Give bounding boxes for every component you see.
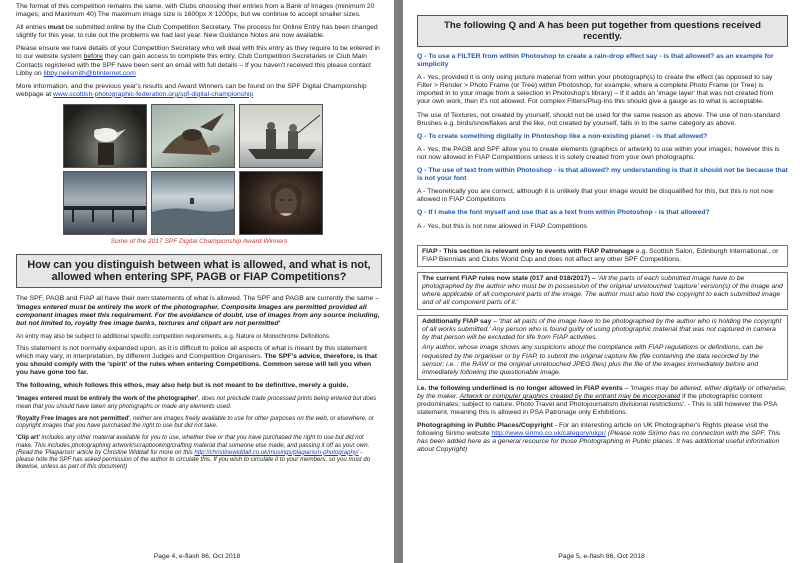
guide-item-2-text: , neither are images freely available to use for other purposes on the web, or elsewhere, or copyright images that you have purchased the right to use but did not take. [16, 414, 374, 430]
guide-item-1 [16, 395, 382, 409]
photo-misty-sea [151, 171, 235, 235]
question-1: Q - To use a FILTER from within Photoshop to create a rain-drop effect say - is that allowed? as an example for simplicity [417, 53, 774, 69]
fiap-rules-quote: 'All the parts of each submitted image have to be photographed by the author who must be in possession of the original unretouched 'capture' version(s) of the image and where applicable of all component parts of the image. The author must also hold the copyright to each submitted image and of all component parts of it.' [422, 274, 783, 307]
rules-paragraph-2: An entry may also be subject to additional specific competition requirements, e.g. Nature or Monochrome Definitions. [16, 332, 331, 340]
qa-heading: The following Q and A has been put together from questions received recently. [417, 15, 788, 47]
award-photo-grid [63, 104, 382, 235]
left-page-footer: Page 4, e-flash 86, Oct 2018 [153, 553, 241, 560]
intro-text-1: The format of this competition remains the same, with Clubs choosing their entries from a Bank of Images (minimum 20 images; and Maximum 40) The maximum image size is 1600px X 1200px, but we continue to accept smaller sizes. [16, 3, 375, 19]
public-places-paragraph [417, 422, 788, 454]
answer-3: A - Theoretically you are correct, although it is unlikely that your image would be disqualified for this, but this is not now allowed in FIAP Competitions [417, 188, 774, 204]
rules-paragraph-4 [16, 382, 382, 390]
photo-caption: Some of the 2017 SPF Digital Championship Award Winners [110, 237, 288, 245]
intro-paragraph-2 [16, 24, 382, 40]
right-page-content [417, 3, 788, 460]
answer-2: A - Yes, the PAGB and SPF allow you to create elements (graphics or artwork) to use within your images; however this is not now allowed in FIAP Competitions unless it is solely created from your own photographs. [417, 145, 780, 161]
rules-paragraph-1 [16, 295, 382, 327]
left-page [0, 0, 394, 563]
guide-item-3-note: - please note the SPF has asked permission of the author to circulate this. If you wish to circulate it to your members, so you must do likewise, unless as part of this document) [16, 448, 371, 471]
intro-text-3b: they can gain access to complete this entry. Club Competition Secretaries or Club Main Contacts registered with the SPF have been sent an email with full details – If you haven't received this please contact Libby on [16, 53, 371, 77]
right-page [403, 0, 800, 563]
fiap-intro-title: FIAP - This section is relevant only to events with FIAP Patronage [422, 247, 635, 255]
fiap-artwork-underlined: Artwork or computer graphics created by the entrant may be incorporated [459, 392, 681, 400]
plagiarism-article-link[interactable]: http://christinewiddall.co.uk/musings/plagiarism-photography/ [194, 448, 359, 456]
question-2: Q - To create something digitally in Photoshop like a non-existing planet - is that allowed? [417, 132, 708, 140]
photo-fishermen-boat [239, 104, 323, 168]
fiap-no-longer-allowed [417, 385, 788, 417]
intro-paragraph-3 [16, 45, 382, 77]
fiap-rules [422, 275, 783, 307]
guide-item-1-title: 'Images entered must be entirely the work of the photographer' [16, 395, 199, 403]
allowed-heading: How can you distinguish between what is allowed, and what is not, allowed when entering SPF, PAGB or FIAP Competitions? [16, 254, 382, 288]
fiap-section [417, 245, 788, 267]
right-page-footer: Page 5, e-flash 86, Oct 2018 [558, 553, 645, 560]
guide-item-3 [16, 434, 382, 470]
question-4: Q - If I make the font myself and use that as a text from within Photoshop - is that allowed? [417, 209, 710, 217]
libby-email-link[interactable]: libby.neilsmith@btinternet.com [43, 69, 136, 77]
guide-intro: The following, which follows this ethos, may also help but is not meant to be definitive, merely a guide. [16, 382, 349, 390]
sirimo-link[interactable]: http://www.sirimo.co.uk/category/ukpr/ [491, 430, 606, 438]
fiap-no-longer-title: i.e. the following underlined is no longer allowed in FIAP events [417, 384, 623, 392]
guide-item-2-title: 'Royalty Free Images are not permitted' [16, 414, 130, 422]
fiap-rules-box [417, 272, 788, 310]
spf-pagb-rule-quote: 'Images entered must be entirely the work of the photographer. Composite Images are permitted provided all component images meet this requirement. For the avoidance of doubt, use of images from any source including, but not limited to, royalty free image banks, textures and clipart are not permitted' [16, 303, 380, 327]
fiap-intro-text: e.g. Scottish Salon, Edinburgh International.. or FIAP Biennials and Clubs World Cup and does not affect any other SPF Competitions. [422, 247, 779, 263]
photo-pier-dusk [63, 171, 147, 235]
page-gutter [394, 0, 403, 563]
guide-item-2 [16, 415, 382, 429]
answer-1-continued: The use of Textures, not created by yourself, should not be used for the same reason as above. The use of non-standard Brushes e.g. birds/snowflakes and the like, not created by yourself, falls in to the same category as above. [417, 111, 780, 127]
fiap-author-request [422, 344, 783, 376]
rules-paragraph-3 [16, 345, 382, 377]
guide-item-3-text: includes any other material available for you to use, whether free or that you have purchased the right to use but did not make. This includes photographing artwork/scrapbooking/crafting material that someone else made, and passing it off as your own. (Read the 'Plagiarism' article by Christine Widdall for more on this [16, 434, 370, 456]
answer-1: A - Yes, provided it is only using picture material from within your photograph(s) to create the effect (as opposed to say Filter > Render > Photo Frame (or Tree) within Photoshop, for example, where a complete Photo Frame (or Tree) is imported in to your image from a selection in Photoshop's library) – If it adds an 'image layer' that was not created from your own work, then it's not allowed. For complex Filters/Plug-Ins this should give a gauge as to what is acceptable. [417, 74, 774, 106]
public-places-title: Photographing in Public Places/Copyright [417, 422, 553, 430]
photo-birds-feeding [151, 104, 235, 168]
fiap-additional-box [417, 315, 788, 380]
intro-text-2a: All entries [16, 24, 48, 32]
fiap-additional-title: Additionally FIAP say [422, 318, 492, 326]
intro-paragraph-1 [16, 3, 382, 19]
fiap-psa-note: if the photographic content predominates; subject to nature, Photo Travel and Photojournalism divisional restrictions'. - This is still however the PSA statement, meaning this is allowed in PSA Patronage only Exhibitions. [417, 392, 778, 417]
left-page-content [16, 3, 382, 475]
intro-text-2c: be submitted online by the Club Competition Secretary. The process for Online Entry has been changed slightly for this year, to rule out the problems we had last year. New Guidance Notes are now available. [16, 24, 378, 40]
intro-must: must [47, 24, 64, 32]
sirimo-note: (Please note Sirimo has no connection with the SPF. This has been added here as a general resource for those Photographing in Public places. It has additional useful information about Copyright) [417, 430, 781, 454]
fiap-rules-title: The current FIAP rules now state (017 and 018/2017) – [422, 274, 598, 282]
guide-item-1-text: , does not preclude trade processed prints being entered but does mean that you should have taken any photographs or made any elements used. [16, 395, 377, 410]
rules-text-3a: This statement is not normally expanded upon, as it is difficult to police all aspects of what is meant by this statement which may vary, in interpretation, by different Judges and Competition Organisers. [16, 345, 367, 361]
public-places-text: - For an interesting article on UK Photographer's Rights please visit the following Sirimo website [417, 422, 769, 438]
fiap-author-request-text: Any author, whose image shows any suspicions about the compliance with FIAP regulations or definitions, can be requested by the organiser or by FIAP, to submit the original capture file (file containing the data recorded by the sensor; i.e. : the RAW or the original unretouched JPEG files) plus the file of the images immediately before and immediately following the questionable image. [422, 344, 763, 376]
guide-item-3-title: 'Clip art' [16, 434, 40, 442]
intro-paragraph-4 [16, 83, 382, 99]
photo-portrait-woman [239, 171, 323, 235]
fiap-intro [422, 248, 783, 264]
intro-before: before [83, 53, 103, 61]
answer-4: A - Yes, but this is not now allowed in FIAP Competitions [417, 222, 587, 230]
rules-text-1a: The SPF, PAGB and FIAP all have their own statements of what is allowed. The SPF and PAGB are currently the same – [16, 295, 379, 303]
spf-advice: The SPF's advice, therefore, is that you should comply with the 'spirit' of the rules when entering Competitions. Common sense will tell you when you have gone too far. [16, 353, 378, 377]
fiap-additional-text: – 'that all parts of the image have to be photographed by the author who is holding the copyright of all works submitted.' Any person who is found guilty of using photographic material that was not captured in camera by that person will be excluded for life from FIAP activities. [422, 318, 782, 342]
question-3: Q - The use of text from within Photoshop - is that allowed? my understanding is that it should not be because that is not your font [417, 167, 788, 183]
fiap-additional [422, 318, 783, 342]
intro-text-4a: More information, and the previous year's results and Award Winners can be found on the SPF Digital Championship webpage at [16, 82, 367, 98]
intro-text-3a: Please ensure we have details of your Competition Secretary who will deal with this entry as they require to be entered in to our website system [16, 45, 380, 61]
photo-bird-on-stump [63, 104, 147, 168]
fiap-no-longer-quote: – 'Images may be altered, either digitally or otherwise, by the maker. [417, 384, 787, 400]
spf-championship-link[interactable]: www.scottish-photographic-federation.org/spf-digital-championship [53, 90, 254, 98]
